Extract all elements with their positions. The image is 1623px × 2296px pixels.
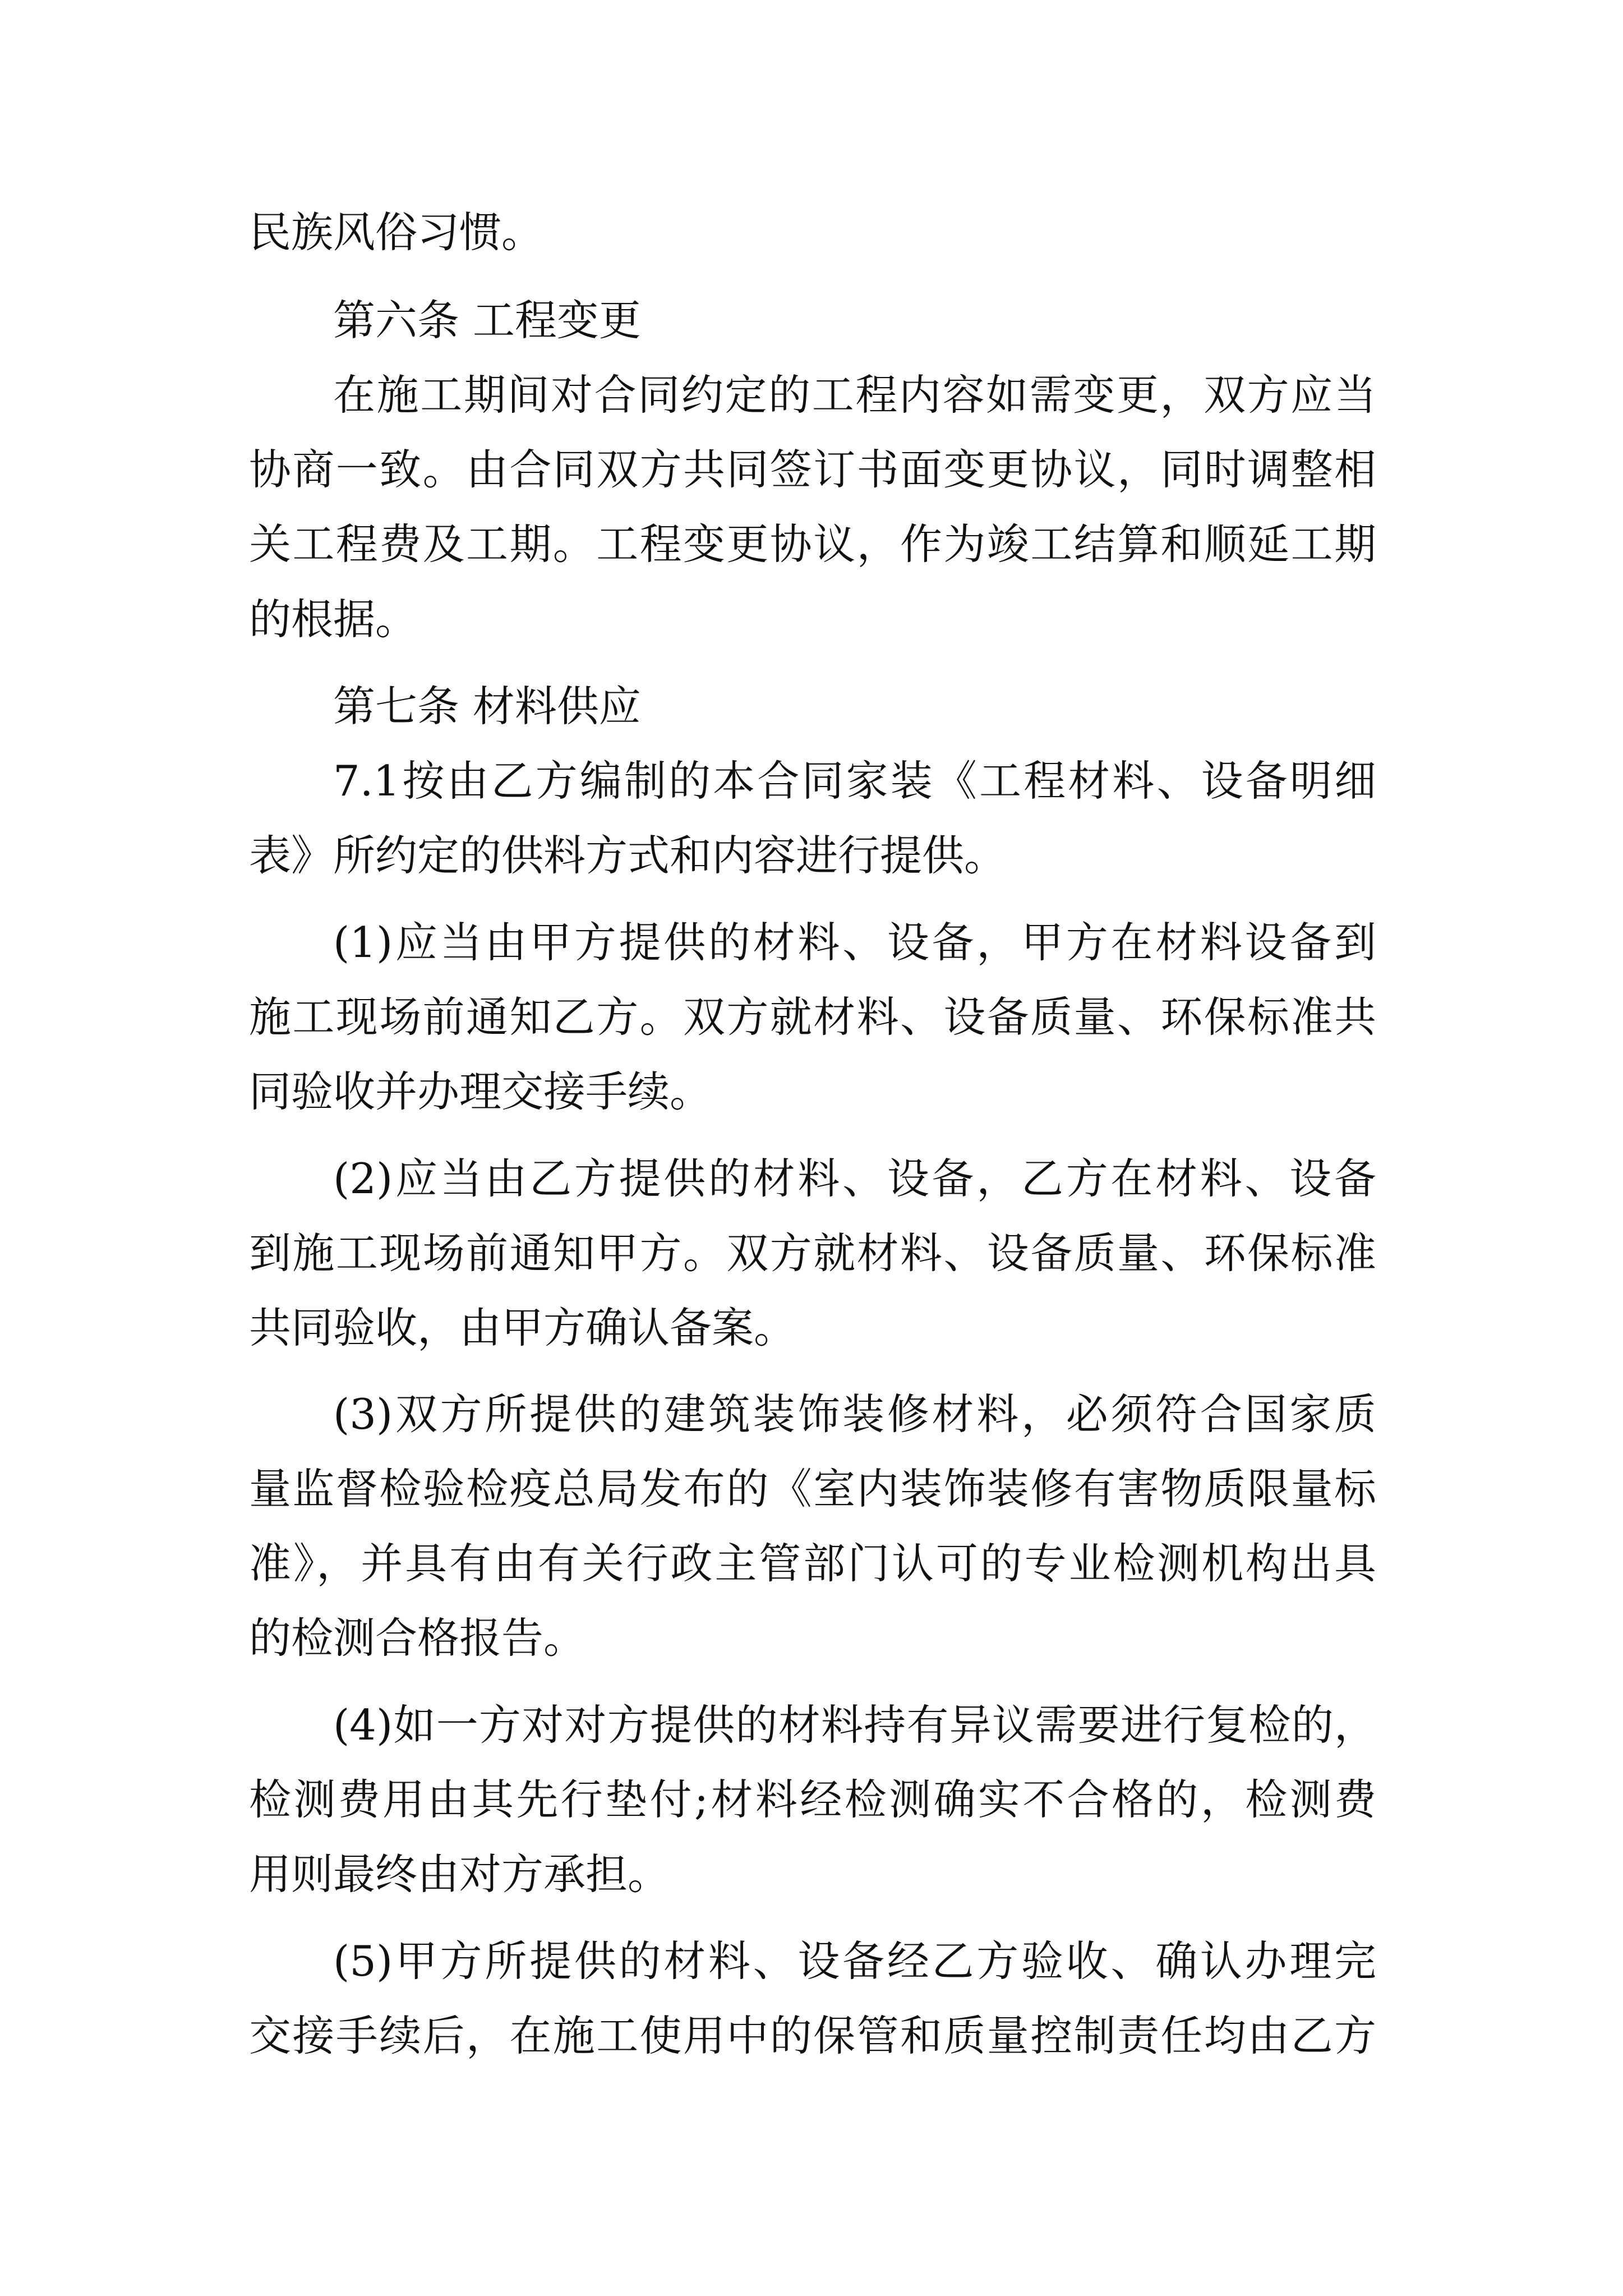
paragraph-line: (1)应当由甲方提供的材料、设备，甲方在材料设备到 [333, 918, 1376, 967]
paragraph-line: 到施工现场前通知甲方。双方就材料、设备质量、环保标准 [249, 1228, 1376, 1278]
paragraph-line: 检测费用由其先行垫付;材料经检测确实不合格的，检测费 [249, 1775, 1376, 1824]
paragraph-line: (5)甲方所提供的材料、设备经乙方验收、确认办理完 [333, 1936, 1376, 1986]
paragraph-line: 共同验收，由甲方确认备案。 [249, 1303, 796, 1352]
paragraph-line: 交接手续后，在施工使用中的保管和质量控制责任均由乙方 [249, 2011, 1376, 2060]
paragraph-line: 的检测合格报告。 [249, 1613, 586, 1663]
paragraph-line: 7.1按由乙方编制的本合同家装《工程材料、设备明细 [333, 756, 1376, 806]
paragraph-line: 表》所约定的供料方式和内容进行提供。 [249, 831, 1007, 880]
paragraph-line: 准》，并具有由有关行政主管部门认可的专业检测机构出具 [249, 1539, 1376, 1588]
paragraph-line: 的根据。 [249, 595, 418, 644]
paragraph-line: 同验收并办理交接手续。 [249, 1067, 712, 1116]
section-heading: 第七条 材料供应 [333, 682, 641, 731]
paragraph-line: 施工现场前通知乙方。双方就材料、设备质量、环保标准共 [249, 992, 1376, 1042]
paragraph-line: 量监督检验检疫总局发布的《室内装饰装修有害物质限量标 [249, 1464, 1376, 1513]
paragraph-line: 民族风俗习惯。 [249, 208, 544, 257]
paragraph-line: 用则最终由对方承担。 [249, 1849, 670, 1899]
paragraph-line: 在施工期间对合同约定的工程内容如需变更，双方应当 [333, 370, 1376, 420]
paragraph-line: 关工程费及工期。工程变更协议，作为竣工结算和顺延工期 [249, 519, 1376, 569]
paragraph-line: 协商一致。由合同双方共同签订书面变更协议，同时调整相 [249, 445, 1376, 494]
paragraph-line: (4)如一方对对方提供的材料持有异议需要进行复检的， [333, 1700, 1376, 1750]
paragraph-line: (3)双方所提供的建筑装饰装修材料，必须符合国家质 [333, 1389, 1376, 1439]
paragraph-line: (2)应当由乙方提供的材料、设备，乙方在材料、设备 [333, 1154, 1376, 1203]
section-heading: 第六条 工程变更 [333, 296, 641, 345]
